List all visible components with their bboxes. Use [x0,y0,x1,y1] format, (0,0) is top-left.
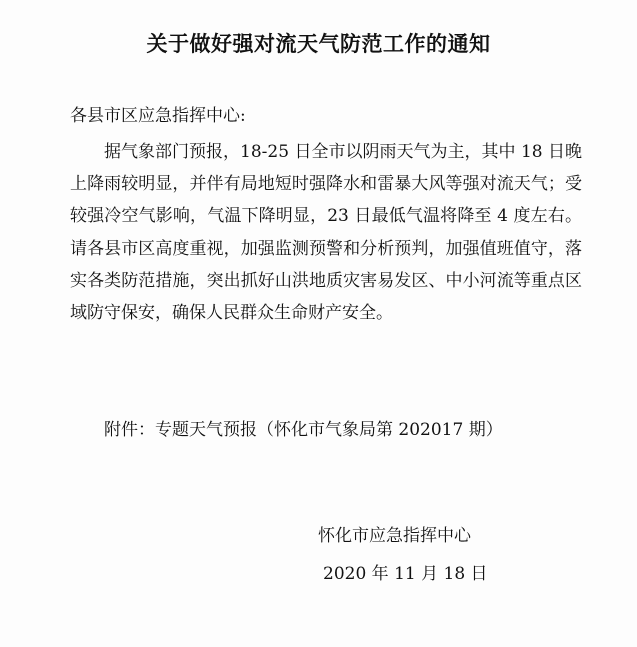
document-title: 关于做好强对流天气防范工作的通知 [146,31,491,56]
body-paragraph: 据气象部门预报，18-25 日全市以阴雨天气为主，其中 18 日晚上降雨较明显，并伴有局地短时强降水和雷暴大风等强对流天气；受较强冷空气影响，气温下降明显，23 日最低气温将降至 4 度左右。请各县市区高度重视，加强监测预警和分析预判，加强值班值守，落实各类防范措施，突出抓好山洪地质灾害易发区、中小河流等重点区域防守保安，确保人民群众生命财产安全。 [70,142,582,324]
issuer-signature: 怀化市应急指挥中心 [318,526,471,546]
issue-date: 2020 年 11 月 18 日 [323,564,488,584]
salutation: 各县市区应急指挥中心: [70,106,246,126]
attachment-note: 附件：专题天气预报（怀化市气象局第 202017 期） [104,420,503,440]
